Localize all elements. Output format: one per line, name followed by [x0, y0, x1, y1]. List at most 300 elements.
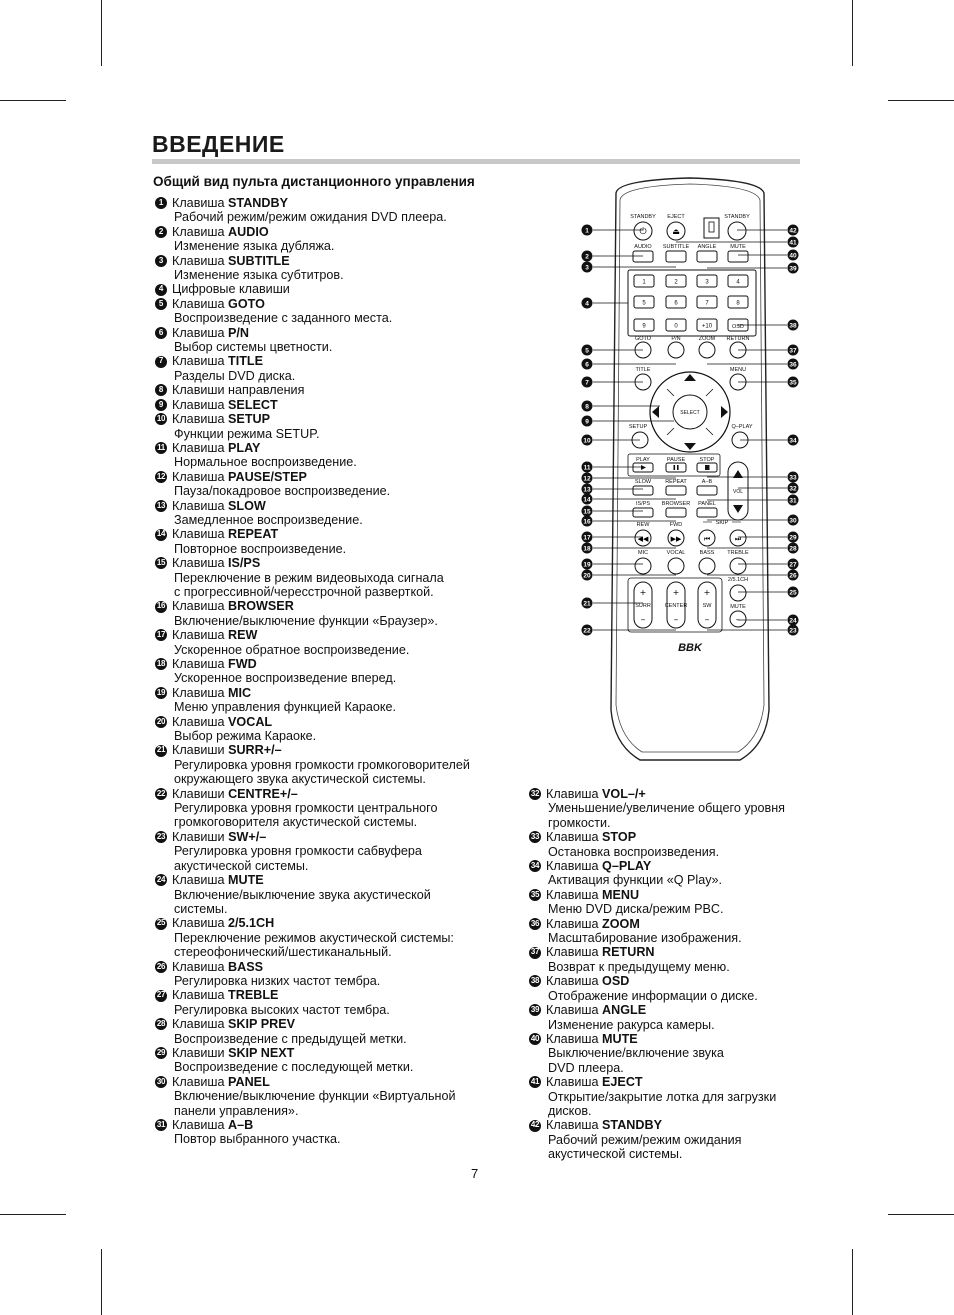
- callout-number: 33: [529, 831, 541, 843]
- power-icon: ⏻: [639, 227, 647, 237]
- legend-prefix: Клавиша: [172, 873, 225, 888]
- slow-button: [633, 486, 653, 495]
- section-subtitle: Общий вид пульта дистанционного управления: [153, 174, 475, 189]
- callout-number: 23: [155, 831, 167, 843]
- legend-item: [155, 873, 470, 916]
- legend-description: Активация функции «Q Play».: [548, 873, 723, 888]
- qplay-label: Q–PLAY: [731, 424, 753, 430]
- legend-key: BASS: [228, 959, 264, 974]
- callout-number: 12: [583, 475, 591, 483]
- callout-number: 2: [155, 226, 167, 238]
- setup-label: SETUP: [628, 424, 648, 430]
- legend-description: Регулировка уровня громкости громкоговорителей: [174, 757, 470, 772]
- digit-label: 5: [642, 300, 646, 307]
- callout-number: 7: [585, 379, 589, 387]
- legend-prefix: Клавиша: [172, 440, 225, 455]
- callout-number: 3: [585, 264, 589, 272]
- title-label: TITLE: [635, 367, 651, 373]
- legend-prefix: Клавиша: [546, 1031, 599, 1046]
- legend-description: дисков.: [548, 1103, 592, 1118]
- legend-prefix: Клавиши: [172, 1045, 225, 1060]
- callout-number: 38: [529, 975, 541, 987]
- callout-number: 30: [789, 517, 797, 525]
- legend-item-heading: [155, 628, 470, 642]
- legend-key: ZOOM: [602, 916, 640, 931]
- fast-forward-icon: ▶▶: [670, 535, 682, 543]
- legend-item-heading: [155, 873, 470, 887]
- legend-prefix: Клавиша: [546, 974, 599, 989]
- plus-icon: +: [672, 588, 680, 597]
- standby-label: STANDBY: [630, 214, 656, 220]
- ir-led-icon: [709, 222, 714, 232]
- standby2-label: STANDBY: [724, 214, 750, 220]
- callout-number: 2: [585, 253, 589, 261]
- mute-label: MUTE: [730, 244, 746, 250]
- minus-icon: –: [673, 615, 679, 625]
- legend-key: PANEL: [228, 1074, 270, 1089]
- legend-description: Выбор системы цветности.: [174, 340, 333, 355]
- callout-number: 4: [585, 300, 589, 308]
- callout-number: 28: [789, 545, 797, 553]
- legend-key: Q–PLAY: [602, 859, 652, 874]
- subtitle-label: SUBTITLE: [662, 244, 690, 250]
- legend-key: FWD: [228, 657, 257, 671]
- crop-mark: [101, 0, 102, 66]
- remote-control-illustration: [570, 175, 810, 770]
- treble-button: [730, 558, 746, 574]
- callout-number: 1: [585, 227, 589, 235]
- legend-prefix: Клавиша: [172, 354, 225, 369]
- legend-description: Включение/выключение звука акустической: [174, 887, 431, 902]
- legend-item-heading: [155, 1075, 470, 1089]
- legend-prefix: Клавиша: [546, 1003, 599, 1018]
- page-title: ВВЕДЕНИЕ: [152, 131, 285, 157]
- callout-number: 18: [583, 545, 591, 553]
- callout-number: 22: [155, 788, 167, 800]
- legend-item: [155, 1075, 470, 1118]
- menu-label: MENU: [729, 367, 747, 373]
- legend-description: Функции режима SETUP.: [174, 426, 320, 441]
- bass-label: BASS: [699, 550, 715, 556]
- legend-prefix: Клавиша: [172, 657, 225, 671]
- legend-description: Уменьшение/увеличение общего уровня: [548, 801, 785, 816]
- legend-item-heading: [155, 556, 470, 570]
- legend-prefix: Клавиши направления: [172, 383, 305, 398]
- legend-item: [529, 1075, 785, 1118]
- legend-key: SLOW: [228, 498, 266, 513]
- browser-label: BROWSER: [661, 501, 691, 507]
- legend-item: [529, 787, 785, 830]
- callout-number: 18: [155, 658, 167, 670]
- center-label: CENTER: [664, 603, 688, 609]
- callout-number: 3: [155, 255, 167, 267]
- pause-icon: [677, 465, 679, 470]
- legend-item: [155, 441, 470, 470]
- legend-item: [529, 1118, 785, 1161]
- legend-key: A–B: [228, 1118, 254, 1132]
- legend-item: [155, 470, 470, 499]
- digit-label: 1: [642, 279, 646, 286]
- zoom-label: ZOOM: [698, 336, 716, 342]
- angle-button: [697, 251, 717, 262]
- pause-icon: [674, 465, 676, 470]
- legend-description: Рабочий режим/режим ожидания DVD плеера.: [174, 210, 447, 225]
- callout-number: 14: [583, 496, 591, 504]
- vol-label: VOL: [732, 489, 744, 495]
- legend-key: SKIP PREV: [228, 1017, 295, 1032]
- legend-description: Изменение языка субтитров.: [174, 268, 344, 283]
- legend-item-heading: [155, 527, 470, 541]
- legend-prefix: Клавиши: [172, 743, 225, 758]
- legend-description: Регулировка высоких частот тембра.: [174, 1002, 390, 1017]
- legend-item-heading: [529, 1118, 785, 1132]
- legend-description: Выбор режима Караоке.: [174, 729, 317, 744]
- pn-button: [668, 342, 684, 358]
- callout-number: 6: [155, 327, 167, 339]
- callout-number: 8: [155, 384, 167, 396]
- callout-number: 23: [789, 627, 797, 635]
- legend-item: [155, 1118, 470, 1147]
- legend-item: [529, 917, 785, 946]
- digit-label: 7: [705, 300, 709, 307]
- legend-prefix: Клавиша: [546, 945, 599, 960]
- callout-number: 13: [583, 486, 591, 494]
- legend-description: Меню DVD диска/режим PBC.: [548, 902, 724, 917]
- legend-item: [155, 787, 470, 830]
- legend-description: Воспроизведение с заданного места.: [174, 311, 393, 326]
- legend-item-heading: [155, 354, 470, 368]
- legend-key: TITLE: [228, 354, 264, 369]
- callout-number: 34: [789, 437, 797, 445]
- legend-description: Меню управления функцией Караоке.: [174, 700, 396, 715]
- callout-number: 7: [155, 356, 167, 368]
- return-label: RETURN: [726, 336, 750, 342]
- vocal-label: VOCAL: [666, 550, 686, 556]
- callout-number: 33: [789, 474, 797, 482]
- legend-item: [155, 715, 470, 744]
- digit-label: 3: [705, 279, 709, 286]
- legend-description: Воспроизведение с последующей метки.: [174, 1060, 414, 1075]
- play-label: PLAY: [636, 457, 650, 463]
- legend-description: Рабочий режим/режим ожидания: [548, 1132, 742, 1147]
- legend-item: [155, 412, 470, 441]
- callout-number: 20: [155, 716, 167, 728]
- digit-label: 4: [736, 279, 740, 286]
- legend-key: SURR+/–: [228, 743, 282, 758]
- callout-number: 17: [583, 534, 591, 542]
- callout-number: 25: [155, 918, 167, 930]
- page-number: 7: [471, 1166, 479, 1181]
- legend-prefix: Клавиша: [546, 787, 599, 801]
- legend-item-heading: [155, 282, 470, 296]
- legend-description: Отображение информации о диске.: [548, 988, 758, 1003]
- callout-number: 8: [585, 403, 589, 411]
- legend-key: AUDIO: [228, 224, 269, 239]
- legend-prefix: Клавиша: [172, 1074, 225, 1089]
- legend-description: Замедленное воспроизведение.: [174, 512, 363, 527]
- legend-description: DVD плеера.: [548, 1060, 624, 1075]
- skip-label: SKIP: [715, 520, 729, 526]
- legend-key: MIC: [228, 685, 252, 700]
- minus-icon: –: [704, 615, 710, 625]
- callout-number: 12: [155, 471, 167, 483]
- legend-item-heading: [155, 1118, 470, 1132]
- legend-description: Масштабирование изображения.: [548, 931, 742, 946]
- callout-number: 5: [155, 298, 167, 310]
- legend-item-heading: [155, 1017, 470, 1031]
- legend-key: SUBTITLE: [228, 253, 290, 268]
- legend-description: акустической системы.: [548, 1147, 683, 1162]
- legend-description: Включение/выключение функции «Виртуальной: [174, 1089, 456, 1104]
- repeat-button: [666, 486, 686, 495]
- callout-number: 26: [789, 572, 797, 580]
- legend-item: [155, 297, 470, 326]
- legend-description: Открытие/закрытие лотка для загрузки: [548, 1089, 777, 1104]
- callout-number: 38: [789, 322, 797, 330]
- callout-number: 11: [155, 442, 167, 454]
- callout-number: 28: [155, 1018, 167, 1030]
- legend-item-heading: [155, 254, 470, 268]
- legend-description: окружающего звука акустической системы.: [174, 772, 426, 787]
- legend-item: [155, 254, 470, 283]
- legend-description: Ускоренное обратное воспроизведение.: [174, 642, 410, 657]
- callout-number: 31: [789, 497, 797, 505]
- legend-prefix: Клавиша: [546, 1075, 599, 1090]
- legend-item: [529, 830, 785, 859]
- legend-key: PAUSE/STEP: [228, 469, 307, 484]
- legend-description: Изменение языка дубляжа.: [174, 239, 335, 254]
- callout-number: 16: [155, 601, 167, 613]
- callout-number: 39: [529, 1004, 541, 1016]
- callout-number: 17: [155, 629, 167, 641]
- legend-item-heading: [155, 657, 470, 671]
- legend-item: [155, 599, 470, 628]
- ab-label: A–B: [701, 479, 713, 485]
- legend-prefix: Клавиша: [172, 253, 225, 268]
- legend-key: MUTE: [228, 873, 264, 888]
- callout-number: 13: [155, 500, 167, 512]
- legend-key: MENU: [602, 887, 640, 902]
- legend-item-heading: [155, 830, 470, 844]
- callout-number: 26: [155, 961, 167, 973]
- legend-item-heading: [155, 441, 470, 455]
- callout-number: 6: [585, 361, 589, 369]
- isps-label: IS/PS: [635, 501, 651, 507]
- legend-item-heading: [155, 1046, 470, 1060]
- crop-mark: [852, 1249, 853, 1315]
- mic-button: [635, 558, 651, 574]
- legend-item-heading: [529, 787, 785, 801]
- callout-number: 9: [155, 399, 167, 411]
- legend-item: [155, 628, 470, 657]
- callout-number: 35: [529, 889, 541, 901]
- legend-item: [155, 499, 470, 528]
- skip-prev-icon: ⏮: [703, 535, 711, 543]
- legend-description: Выключение/включение звука: [548, 1046, 724, 1061]
- legend-description: Ускоренное воспроизведение вперед.: [174, 671, 397, 686]
- digit-label: 2: [674, 279, 678, 286]
- legend-description: Включение/выключение функции «Браузер».: [174, 613, 438, 628]
- legend-item-heading: [529, 1032, 785, 1046]
- legend-item-heading: [529, 945, 785, 959]
- crop-mark: [0, 100, 66, 101]
- legend-prefix: Клавиша: [172, 296, 225, 311]
- audio-label: AUDIO: [634, 244, 652, 250]
- callout-number: 22: [583, 627, 591, 635]
- legend-prefix: Клавиша: [172, 325, 225, 340]
- legend-item: [155, 988, 470, 1017]
- slow-label: SLOW: [634, 479, 652, 485]
- legend-description: Регулировка уровня громкости сабвуфера: [174, 844, 422, 859]
- eject-icon: ⏏: [672, 227, 680, 236]
- legend-prefix: Клавиша: [172, 498, 225, 513]
- treble-label: TREBLE: [727, 550, 749, 556]
- legend-column-right: [529, 787, 785, 1162]
- callout-number: 37: [529, 947, 541, 959]
- legend-description: акустической системы.: [174, 858, 309, 873]
- digit-label: 9: [642, 323, 646, 330]
- legend-item: [529, 859, 785, 888]
- legend-prefix: Клавиша: [172, 397, 225, 412]
- minus-icon: –: [735, 615, 741, 625]
- standby2-button: [728, 222, 746, 240]
- zoom-button: [699, 342, 715, 358]
- audio-button: [633, 251, 653, 262]
- legend-description: Разделы DVD диска.: [174, 368, 296, 383]
- legend-item-heading: [155, 715, 470, 729]
- legend-item: [155, 960, 470, 989]
- legend-description: системы.: [174, 901, 228, 916]
- callout-number: 21: [583, 600, 591, 608]
- callout-number: 25: [789, 589, 797, 597]
- skip-next-icon: ⏭: [734, 535, 742, 543]
- legend-item: [155, 398, 470, 412]
- callout-number: 29: [155, 1047, 167, 1059]
- legend-item-heading: [155, 960, 470, 974]
- brand-logo: BBK: [678, 642, 702, 654]
- callout-number: 39: [789, 265, 797, 273]
- legend-key: STANDBY: [228, 196, 288, 210]
- repeat-label: REPEAT: [665, 479, 687, 485]
- legend-key: VOCAL: [228, 714, 273, 729]
- legend-description: Нормальное воспроизведение.: [174, 455, 357, 470]
- legend-item: [155, 1046, 470, 1075]
- legend-prefix: Клавиша: [172, 714, 225, 729]
- digit-label: 0: [674, 323, 678, 330]
- legend-key: IS/PS: [228, 556, 261, 571]
- legend-key: REPEAT: [228, 527, 279, 542]
- legend-description: Повтор выбранного участка.: [174, 1132, 341, 1147]
- legend-item: [155, 225, 470, 254]
- rew-label: REW: [636, 522, 650, 528]
- legend-key: OSD: [602, 974, 630, 989]
- legend-key: RETURN: [602, 945, 655, 960]
- callout-number: 15: [155, 557, 167, 569]
- legend-key: SW+/–: [228, 829, 267, 844]
- callout-number: 21: [155, 745, 167, 757]
- pn-label: P/N: [671, 336, 681, 342]
- callout-number: 15: [583, 508, 591, 516]
- mic-label: MIC: [637, 550, 649, 556]
- header-rule: [152, 159, 800, 164]
- crop-mark: [0, 1214, 66, 1215]
- legend-item-heading: [155, 225, 470, 239]
- legend-key: SKIP NEXT: [228, 1045, 295, 1060]
- sw-label: SW: [702, 603, 712, 609]
- legend-prefix: Клавиша: [172, 196, 225, 210]
- legend-item: [155, 830, 470, 873]
- legend-item: [155, 686, 470, 715]
- legend-item-heading: [529, 917, 785, 931]
- legend-key: VOL–/+: [602, 787, 646, 801]
- goto-label: GOTO: [634, 336, 652, 342]
- angle-label: ANGLE: [697, 244, 717, 250]
- legend-key: TREBLE: [228, 988, 279, 1003]
- legend-key: EJECT: [602, 1075, 643, 1090]
- legend-key: PLAY: [228, 440, 261, 455]
- legend-item-heading: [155, 499, 470, 513]
- pause-button: [666, 463, 686, 472]
- crop-mark: [888, 100, 954, 101]
- callout-number: 42: [529, 1120, 541, 1132]
- subtitle-button: [666, 251, 686, 262]
- surr-label: SURR: [635, 603, 651, 609]
- legend-description: Остановка воспроизведения.: [548, 844, 720, 859]
- legend-description: громкоговорителя акустической системы.: [174, 815, 418, 830]
- stop-label: STOP: [699, 457, 715, 463]
- legend-item-heading: [529, 974, 785, 988]
- legend-item: [155, 916, 470, 959]
- legend-description: Пауза/покадровое воспроизведение.: [174, 484, 391, 499]
- legend-key: SELECT: [228, 397, 278, 412]
- callout-number: 10: [583, 437, 591, 445]
- ch-button: [730, 585, 746, 601]
- legend-item-heading: [155, 988, 470, 1002]
- pause-label: PAUSE: [666, 457, 686, 463]
- legend-item-heading: [529, 888, 785, 902]
- legend-prefix: Клавиша: [546, 830, 599, 845]
- legend-description: Возврат к предыдущему меню.: [548, 959, 730, 974]
- callout-number: 34: [529, 860, 541, 872]
- callout-number: 41: [789, 239, 797, 247]
- callout-number: 19: [583, 561, 591, 569]
- callout-number: 14: [155, 529, 167, 541]
- callout-number: 40: [789, 252, 797, 260]
- legend-prefix: Клавиша: [172, 556, 225, 571]
- digit-label: 6: [674, 300, 678, 307]
- callout-number: 36: [789, 361, 797, 369]
- legend-prefix: Клавиша: [172, 1118, 225, 1132]
- legend-item: [155, 354, 470, 383]
- legend-prefix: Клавиша: [172, 959, 225, 974]
- legend-item-heading: [529, 859, 785, 873]
- legend-item-heading: [155, 787, 470, 801]
- page-header: [152, 131, 800, 164]
- legend-item-heading: [155, 916, 470, 930]
- callout-number: 1: [155, 197, 167, 209]
- panel-button: [697, 508, 717, 517]
- legend-item: [529, 974, 785, 1003]
- legend-prefix: Клавиша: [172, 916, 225, 931]
- legend-prefix: Клавиша: [172, 224, 225, 239]
- legend-item: [155, 1017, 470, 1046]
- legend-item-heading: [155, 599, 470, 613]
- legend-item-heading: [155, 383, 470, 397]
- callout-number: 27: [155, 990, 167, 1002]
- ab-button: [697, 486, 717, 495]
- plus-icon: +: [703, 588, 711, 597]
- callout-number: 20: [583, 572, 591, 580]
